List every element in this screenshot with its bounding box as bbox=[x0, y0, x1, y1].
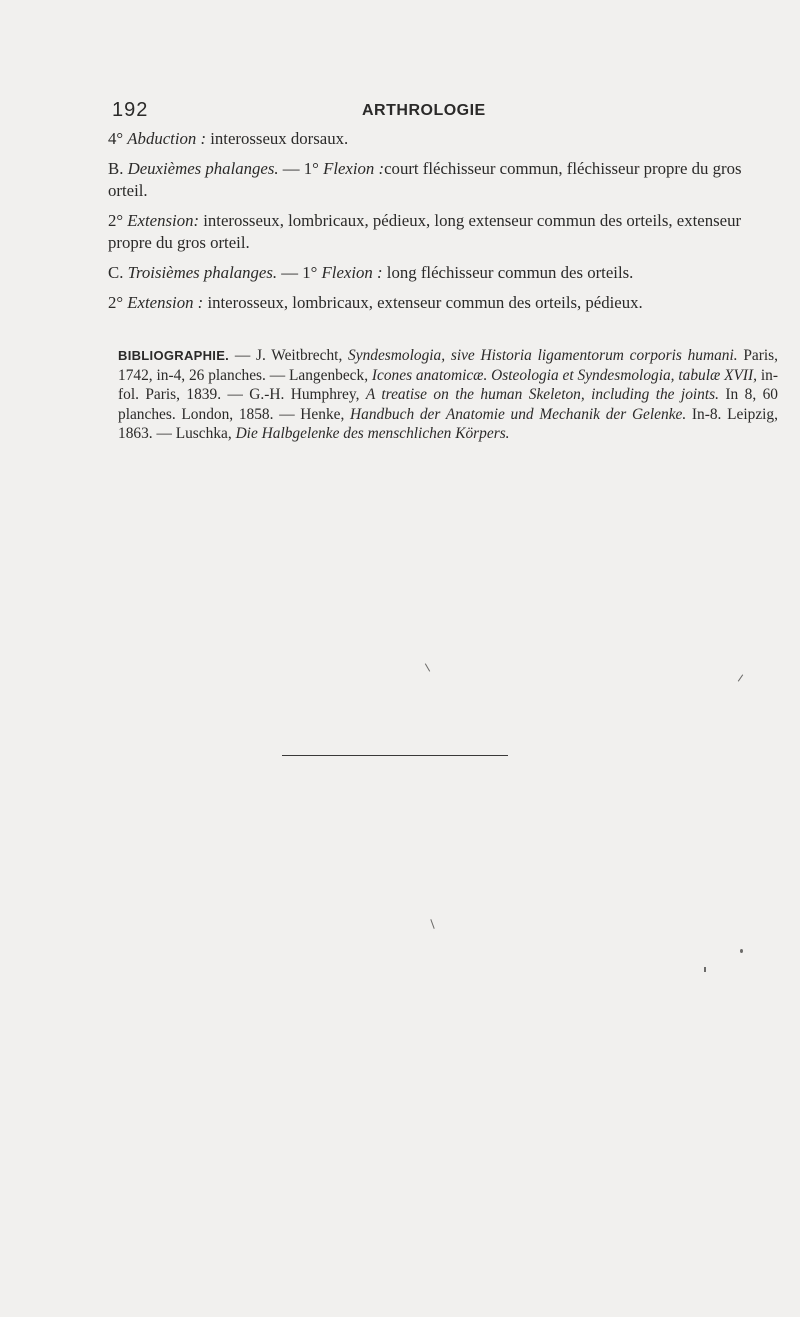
biblio-ref-3-title: A treatise on the human Skeleton, including the joints. bbox=[365, 386, 719, 404]
paragraph-deuxiemes-flexion bbox=[108, 158, 780, 202]
print-speck bbox=[430, 919, 434, 929]
paragraph-deuxiemes-extension bbox=[108, 210, 780, 254]
section-c-letter: C. bbox=[108, 263, 128, 282]
section-b-flexion-title: Flexion : bbox=[323, 159, 385, 178]
paragraph-troisiemes-flexion bbox=[108, 262, 780, 284]
section-b-letter: B. bbox=[108, 159, 128, 178]
bibliography bbox=[118, 346, 778, 444]
biblio-ref-2-details: in-fol. Paris, 1839. — G.-H. Humphrey, bbox=[118, 366, 778, 404]
print-speck bbox=[704, 967, 706, 972]
page-header bbox=[0, 99, 800, 129]
biblio-ref-1-author: — J. Weitbrecht, bbox=[229, 347, 349, 364]
biblio-ref-3-details: In 8, 60 planches. London, 1858. — Henke, bbox=[118, 386, 778, 423]
section-b-flexion-text: court fléchisseur commun, fléchisseur propre du gros orteil. bbox=[108, 159, 742, 200]
running-title: ARTHROLOGIE bbox=[362, 102, 486, 119]
bibliography-heading: BIBLIOGRAPHIE. bbox=[118, 348, 230, 363]
section-c-extension-title: Extension : bbox=[127, 293, 204, 312]
section-c-flexion-text: long fléchisseur commun des orteils. bbox=[382, 263, 634, 282]
abduction-label: 4° bbox=[108, 129, 128, 148]
biblio-ref-4-title: Handbuch der Anatomie und Mechanik der Gelenke. bbox=[350, 405, 687, 423]
page-number: 192 bbox=[112, 99, 149, 121]
section-b-extension-text: interosseux, lombricaux, pédieux, long extenseur commun des orteils, extenseur propre du gros orteil. bbox=[108, 211, 742, 252]
section-c-title: Troisièmes phalanges. bbox=[127, 263, 278, 282]
section-c-dash: — 1° bbox=[277, 263, 322, 282]
print-speck bbox=[738, 674, 743, 681]
biblio-ref-1-title: Syndesmologia, sive Historia ligamentorum corporis humani. bbox=[348, 347, 738, 364]
body-text bbox=[108, 128, 780, 314]
abduction-title: Abduction : bbox=[127, 129, 207, 148]
biblio-ref-5-title: Die Halbgelenke des menschlichen Körpers. bbox=[235, 425, 510, 443]
paragraph-abduction bbox=[108, 128, 780, 150]
section-b-extension-title: Extension: bbox=[127, 211, 200, 230]
section-c-extension-text: interosseux, lombricaux, extenseur commun des orteils, pédieux. bbox=[203, 293, 643, 312]
paragraph-troisiemes-extension bbox=[108, 292, 780, 314]
section-c-ext-label: 2° bbox=[108, 293, 128, 312]
abduction-text: interosseux dorsaux. bbox=[206, 129, 349, 148]
section-c-flexion-title: Flexion : bbox=[321, 263, 383, 282]
biblio-ref-1-details: Paris, 1742, in-4, 26 planches. — Langenbeck, bbox=[118, 347, 778, 384]
biblio-ref-4-details: In-8. Leipzig, 1863. — Luschka, bbox=[118, 405, 778, 443]
section-b-ext-label: 2° bbox=[108, 211, 128, 230]
section-b-dash: — 1° bbox=[278, 159, 324, 178]
section-b-title: Deuxièmes phalanges. bbox=[127, 159, 279, 178]
section-end-rule bbox=[282, 755, 508, 756]
print-speck bbox=[425, 663, 430, 671]
print-speck bbox=[740, 949, 743, 953]
biblio-ref-2-title: Icones anatomicæ. Osteologia et Syndesmologia, tabulæ XVII, bbox=[371, 366, 758, 384]
